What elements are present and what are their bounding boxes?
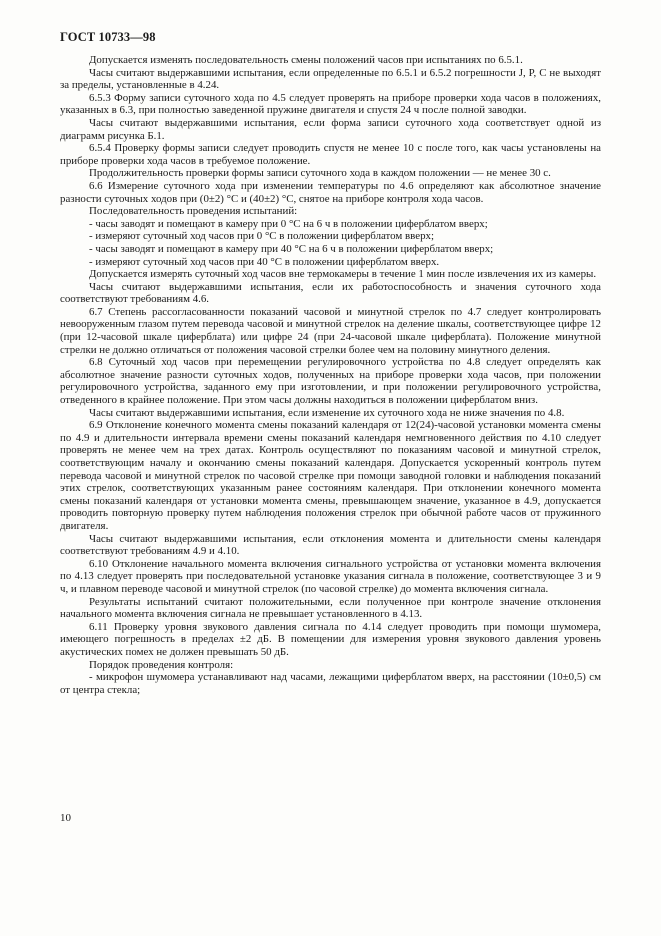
paragraph: Часы считают выдержавшими испытания, если определенные по 6.5.1 и 6.5.2 погрешности J, P, C не выходят за пределы, установленные в 4.24.: [60, 66, 601, 92]
paragraph: Часы считают выдержавшими испытания, если форма записи суточного хода соответствует одной из диаграмм рисунка Б.1.: [60, 116, 601, 142]
paragraph: Продолжительность проверки формы записи суточного хода в каждом положении — не менее 30 с.: [89, 167, 551, 180]
paragraph: Часы считают выдержавшими испытания, если их работоспособность и значения суточного хода соответствуют требованиям 4.6.: [60, 280, 601, 306]
paragraph: 6.6 Измерение суточного хода при изменении температуры по 4.6 определяют как абсолютное значение разности суточных ходов при (0±2) °С и (40±2) °С, снятое на приборе контроля хода часов.: [60, 179, 601, 205]
paragraph: Порядок проведения контроля:: [89, 658, 234, 671]
list-item: - измеряют суточный ход часов при 40 °С в положении циферблатом вверх.: [89, 255, 440, 268]
paragraph: 6.10 Отклонение начального момента включения сигнального устройства от установки момента включения по 4.13 следует проверять при последовательной установке указания сигнала в положение, соответствующее 3 и 9 ч, и плавном переводе часовой и минутной стрелок (по часовой стрелке) до момента включения сигнала.: [60, 557, 601, 595]
paragraph: - микрофон шумомера устанавливают над часами, лежащими циферблатом вверх, на расстоянии (10±0,5) см от центра стекла;: [60, 671, 601, 696]
paragraph: 6.5.3 Форму записи суточного хода по 4.5 следует проверять на приборе проверки хода часов в положениях, указанных в 6.3, при полностью заведенной пружине двигателя и спустя 24 ч после полной заводки.: [60, 91, 601, 117]
paragraph: 6.8 Суточный ход часов при перемещении регулировочного устройства по 4.8 следует определять как абсолютное значение разности суточных ходов, полученных на приборе проверки хода часов, при положении регулировочного устройства, заданного ему при изготовлении, и при положении регулировочного устройства, отведенного в крайнее положение. При этом часы должны находиться в положении циферблатом вниз.: [60, 356, 601, 407]
document-body: [60, 54, 601, 696]
paragraph: Допускается измерять суточный ход часов вне термокамеры в течение 1 мин после извлечения их из камеры.: [89, 268, 597, 281]
paragraph: Часы считают выдержавшими испытания, если отклонения момента и длительности смены календаря соответствуют требованиям 4.9 и 4.10.: [60, 532, 601, 558]
list-item: - часы заводят и помещают в камеру при 40 °С на 6 ч в положении циферблатом вверх;: [89, 242, 494, 255]
paragraph: Результаты испытаний считают положительными, если полученное при контроле значение отклонения начального момента включения сигнала не превышает установленного в 4.13.: [60, 595, 601, 621]
paragraph: 6.11 Проверку уровня звукового давления сигнала по 4.14 следует проводить при помощи шумомера, имеющего погрешность в пределах ±2 дБ. В помещении для измерения уровня звукового давления уровень акустических помех не должен превышать 50 дБ.: [60, 620, 601, 658]
paragraph: Допускается изменять последовательность смены положений часов при испытаниях по 6.5.1.: [89, 54, 523, 66]
paragraph: Часы считают выдержавшими испытания, если изменение их суточного хода не ниже значения по 4.8.: [89, 406, 565, 419]
page-number: 10: [60, 812, 71, 824]
document-header: ГОСТ 10733—98: [60, 30, 156, 44]
paragraph: Последовательность проведения испытаний:: [89, 205, 298, 218]
list-item: - часы заводят и помещают в камеру при 0 °С на 6 ч в положении циферблатом вверх;: [89, 217, 488, 230]
paragraph: 6.7 Степень рассогласованности показаний часовой и минутной стрелок по 4.7 следует контролировать невооруженным глазом путем перевода часовой и минутной стрелок на деление шкалы, соответствующее цифре 12 (при 12-часовой шкале циферблата) или цифре 24 (при 24-часовой шкале циферблата). Положение минутной стрелки не должно отличаться от положения часовой стрелки более чем на половину минутного деления.: [60, 305, 601, 356]
paragraph: 6.5.4 Проверку формы записи следует проводить спустя не менее 10 с после того, как часы установлены на приборе проверки хода часов в требуемое положение.: [60, 142, 601, 167]
paragraph: 6.9 Отклонение конечного момента смены показаний календаря от 12(24)-часовой установки момента смены по 4.9 и длительности интервала времени смены показаний календаря немгновенного действия по 4.10 следует проверять не менее чем на трех датах. Контроль осуществляют по показаниям часовой и минутной стрелок, соответствующим началу и окончанию смены показаний календаря. Допускается ускоренный контроль путем перевода часовой и минутной стрелок по часовой стрелке при помощи заводной головки и наблюдения показаний этих стрелок, соответствующих указанным ранее состояниям календаря. При отклонении конечного момента смены показаний календаря от установки момента смены, превышающем значение, указанное в 4.9, допускается проводить повторную проверку путем наблюдения положения стрелок при обычной работе часов от пружинного двигателя.: [60, 419, 601, 532]
list-item: - измеряют суточный ход часов при 0 °С в положении циферблатом вверх;: [89, 230, 434, 243]
